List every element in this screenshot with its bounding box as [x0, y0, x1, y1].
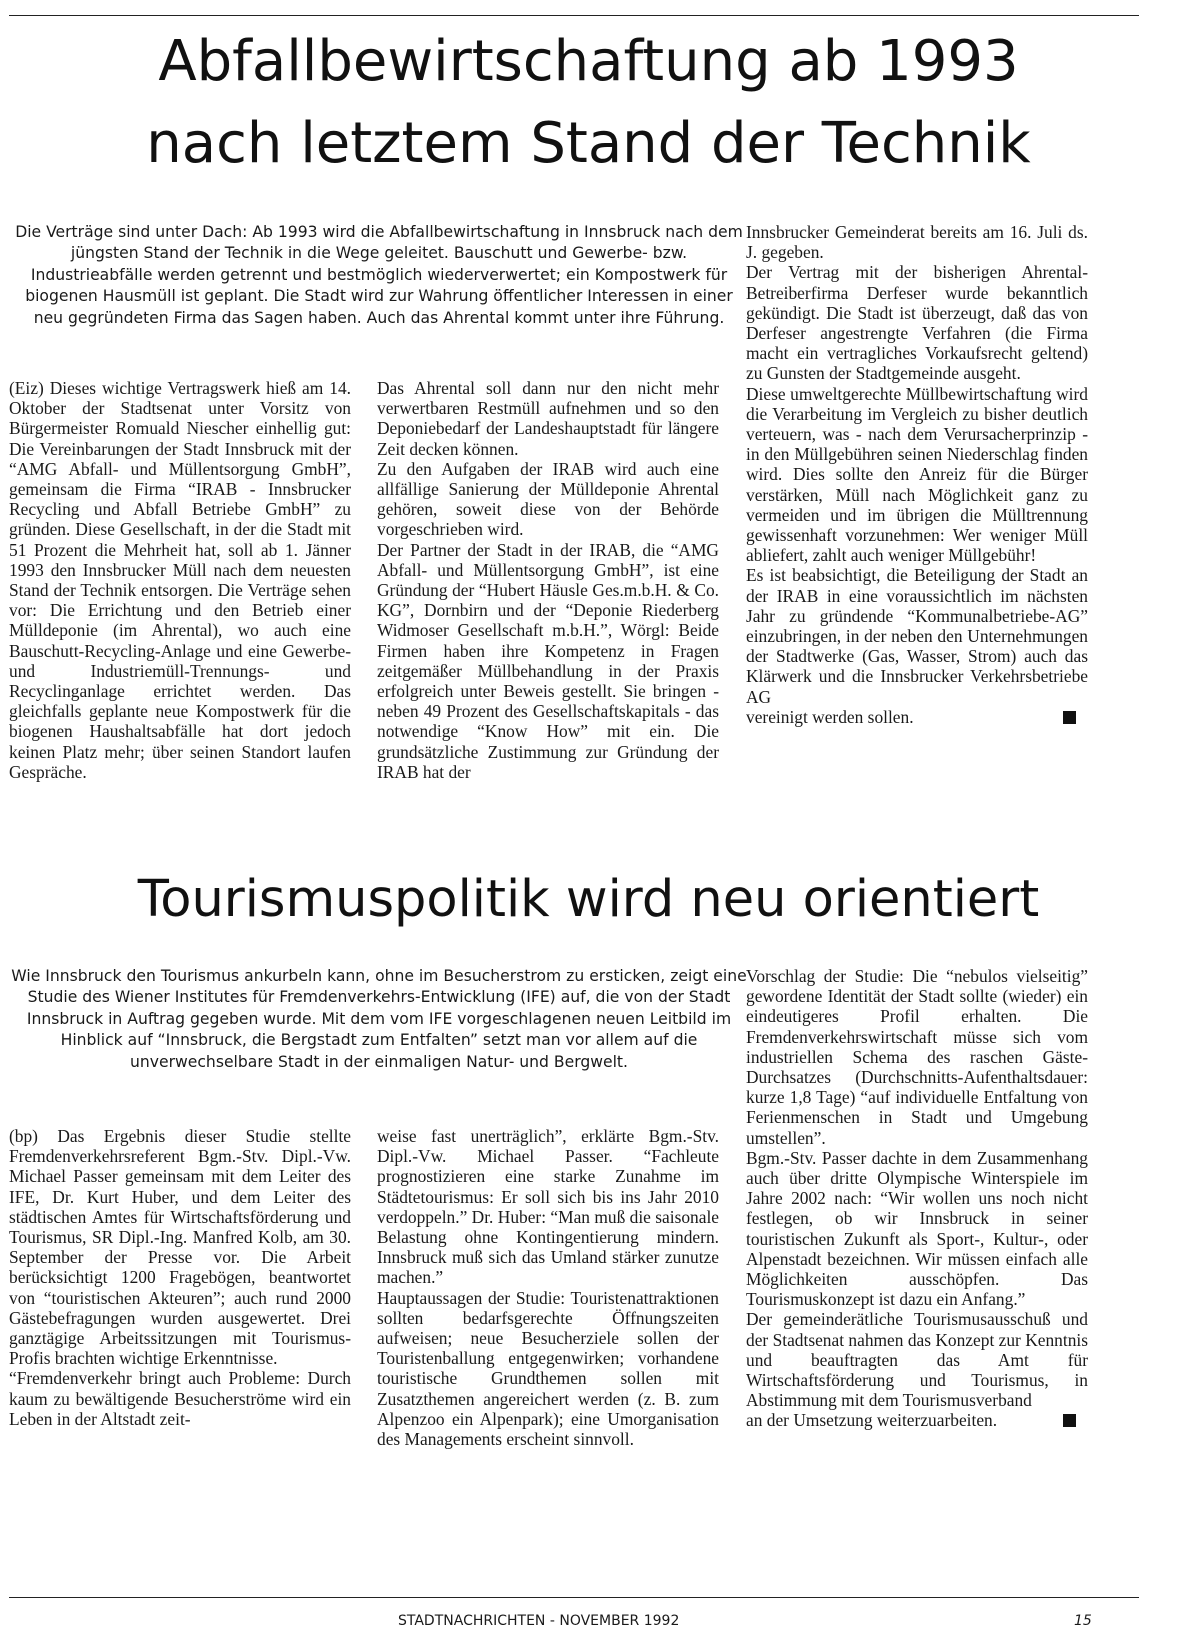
paragraph: Der Vertrag mit der bisherigen Ahrental-Betreiberfirma Derfeser wurde bekanntlich gekündigt. Die Stadt ist überzeugt, daß das von Derfeser angestrengte Verfahren (die Firma macht ein vertragliches Vorkaufsrecht geltend) zu Gunsten der Stadtgemeinde ausgeht. — [746, 262, 1088, 384]
paragraph: Vorschlag der Studie: Die “nebulos vielseitig” gewordene Identität der Stadt sollte (wieder) ein eindeutigeres Profil erhalten. Die Fremdenverkehrswirtschaft müsse sich vom industriellen Schema des raschen Gäste-Durchsatzes (Durchschnitts-Aufenthaltsdauer: kurze 1,8 Tage) “auf individuelle Entfaltung von Ferienmenschen in Stadt und Umgebung umstellen”. — [746, 966, 1088, 1148]
article2-column-2 — [377, 1126, 719, 1449]
paragraph: Es ist beabsichtigt, die Beteiligung der Stadt an der IRAB in eine voraussichtlich im nächsten Jahr zu gründende “Kommunalbetriebe-AG” einzubringen, in der neben den Unternehmungen der Stadtwerke (Gas, Wasser, Strom) auch das Klärwerk und die Innsbrucker Verkehrsbetriebe AG — [746, 565, 1088, 707]
article1-headline-line1: Abfallbewirtschaftung ab 1993 — [158, 29, 1019, 94]
paragraph: Bgm.-Stv. Passer dachte in dem Zusammenhang auch über dritte Olympische Winterspiele im Jahre 2002 nach: “Wir wollen uns noch nicht festlegen, ob wir Innsbruck in seiner touristischen Zukunft als Sport-, Kultur-, oder Alpenstadt bezeichnen. Wir müssen einfach alle Möglichkeiten ausschöpfen. Das Tourismuskonzept ist dazu ein Anfang.” — [746, 1147, 1088, 1310]
footer-publication: STADTNACHRICHTEN - NOVEMBER 1992 — [398, 1613, 680, 1629]
paragraph: (Eiz) Dieses wichtige Vertragswerk hieß am 14. Oktober der Stadtsenat unter Vorsitz von Bürgermeister Romuald Niescher einhellig gut: Die Vereinbarungen der Stadt Innsbruck mit der “AMG Abfall- und Müllentsorgung GmbH”, gemeinsam die Firma “IRAB - Innsbrucker Recycling und Abfall Betriebe GmbH” zu gründen. Diese Gesellschaft, in der die Stadt mit 51 Prozent die Mehrheit hat, soll ab 1. Jänner 1993 den Innsbrucker Müll nach dem neuesten Stand der Technik entsorgen. Die Verträge sehen vor: Die Errichtung und den Betrieb einer Mülldeponie (im Ahrental), wo auch eine Bauschutt-Recycling-Anlage und eine Gewerbe- und Industriemüll-Trennungs- und Recyclinganlage errichtet werden. Das gleichfalls geplante neue Kompostwerk für die biogenen Haushaltsabfälle hat dort jedoch keinen Platz mehr; über seinen Standort laufen Gespräche. — [9, 378, 351, 782]
article1-lead: Die Verträge sind unter Dach: Ab 1993 wird die Abfallbewirtschaftung in Innsbruck nach dem jüngsten Stand der Technik in die Wege geleitet. Bauschutt und Gewerbe- bzw. Industrieabfälle werden getrennt und bestmöglich wiederverwertet; ein Kompostwerk für biogenen Hausmüll ist geplant. Die Stadt wird zur Wahrung öffentlicher Interessen in einer neu gegründeten Firma das Sagen haben. Auch das Ahrental kommt unter ihre Führung. — [15, 223, 743, 327]
paragraph: (bp) Das Ergebnis dieser Studie stellte Fremdenverkehrsreferent Bgm.-Stv. Dipl.-Vw. Michael Passer gemeinsam mit dem Leiter des IFE, Dr. Kurt Huber, und dem Leiter des städtischen Amtes für Wirtschaftsförderung und Tourismus, SR Dipl.-Ing. Manfred Kolb, am 30. September der Presse vor. Die Arbeit berücksichtigt 1200 Fragebögen, beantwortet von “touristischen Akteuren”; auch rund 2000 Gästebefragungen wurden ausgewertet. Drei ganztägige Arbeitssitzungen mit Tourismus-Profis brachten wichtige Erkenntnisse. — [9, 1126, 351, 1369]
article2-headline: Tourismuspolitik wird neu orientiert — [137, 870, 1040, 929]
article2-lead: Wie Innsbruck den Tourismus ankurbeln kann, ohne im Besucherstrom zu ersticken, zeigt eine Studie des Wiener Institutes für Fremdenverkehrs-Entwicklung (IFE) auf, die von der Stadt Innsbruck in Auftrag gegeben wurde. Mit dem vom IFE vorgeschlagenen neuen Leitbild im Hinblick auf “Innsbruck, die Bergstadt zum Entfalten” setzt man vor allem auf die unverwechselbare Stadt in der einmaligen Natur- und Bergwelt. — [11, 967, 747, 1071]
paragraph: Innsbrucker Gemeinderat bereits am 16. Juli ds. J. gegeben. — [746, 222, 1088, 263]
paragraph-end — [746, 707, 1088, 727]
paragraph: vereinigt werden sollen. — [746, 706, 914, 727]
article2-column-1 — [9, 1126, 351, 1429]
paragraph: Hauptaussagen der Studie: Touristenattraktionen sollten bedarfsgerechte Öffnungszeiten aufweisen; neue Besucherziele sollen der Touristenballung entgegenwirken; vorhandene touristische Grundthemen sollen mit Zusatzthemen angereichert werden (z. B. zum Alpenzoo ein Alpenpark); eine Umorganisation des Managements erscheint sinnvoll. — [377, 1287, 719, 1450]
end-of-article-mark — [1063, 707, 1076, 727]
end-of-article-mark — [1063, 1410, 1076, 1430]
top-rule — [9, 15, 1139, 16]
paragraph: an der Umsetzung weiterzuarbeiten. — [746, 1410, 998, 1431]
article2-column-3 — [746, 966, 1088, 1431]
article1-headline-line2: nach letztem Stand der Technik — [146, 111, 1031, 176]
paragraph: Das Ahrental soll dann nur den nicht mehr verwertbaren Restmüll aufnehmen und so den Deponiebedarf der Landeshauptstadt für längere Zeit decken können. — [377, 378, 719, 459]
article1-column-3 — [746, 222, 1088, 727]
paragraph: Der gemeinderätliche Tourismusausschuß und der Stadtsenat nahmen das Konzept zur Kenntnis und beauftragten das Amt für Wirtschaftsförderung und Tourismus, in Abstimmung mit dem Tourismusverband — [746, 1309, 1088, 1411]
paragraph: Diese umweltgerechte Müllbewirtschaftung wird die Verarbeitung im Vergleich zu bisher deutlich verteuern, was - nach dem Verursacherprinzip - in den Müllgebühren seinen Niederschlag finden wird. Dies sollte den Anreiz für die Bürger verstärken, Müll nach Möglichkeit ganz zu vermeiden und im übrigen die Mülltrennung gewissenhaft vorzunehmen: Wer weniger Müll abliefert, zahlt auch weniger Müllgebühr! — [746, 383, 1088, 566]
paragraph: Der Partner der Stadt in der IRAB, die “AMG Abfall- und Müllentsorgung GmbH”, ist eine Gründung der “Hubert Häusle Ges.m.b.H. & Co. KG”, Dornbirn und der “Deponie Riederberg Widmoser Gesellschaft m.b.H.”, Wörgl: Beide Firmen haben ihre Kompetenz in Fragen zeitgemäßer Müllbehandlung in der Praxis erfolgreich unter Beweis gestellt. Sie bringen - neben 49 Prozent des Gesellschaftskapitals - das notwendige “Know How” mit ein. Die grundsätzliche Zustimmung zur Gründung der IRAB hat der — [377, 539, 719, 782]
article1-column-1 — [9, 378, 351, 782]
paragraph: Zu den Aufgaben der IRAB wird auch eine allfällige Sanierung der Mülldeponie Ahrental gehören, soweit diese von der Behörde vorgeschrieben wird. — [377, 458, 719, 540]
bottom-rule — [9, 1597, 1139, 1598]
paragraph: weise fast unerträglich”, erklärte Bgm.-Stv. Dipl.-Vw. Michael Passer. “Fachleute prognostizieren eine starke Zunahme im Städtetourismus: Er soll sich bis ins Jahr 2010 verdoppeln.” Dr. Huber: “Man muß die saisonale Belastung ohne Kontingentierung mindern. Innsbruck muß sich das Umland stärker zunutze machen.” — [377, 1126, 719, 1288]
article1-column-2 — [377, 378, 719, 782]
footer-page-number: 15 — [1074, 1613, 1092, 1629]
paragraph: “Fremdenverkehr bringt auch Probleme: Durch kaum zu bewältigende Besucherströme wird ein Leben in der Altstadt zeit- — [9, 1368, 351, 1429]
paragraph-end — [746, 1410, 1088, 1430]
